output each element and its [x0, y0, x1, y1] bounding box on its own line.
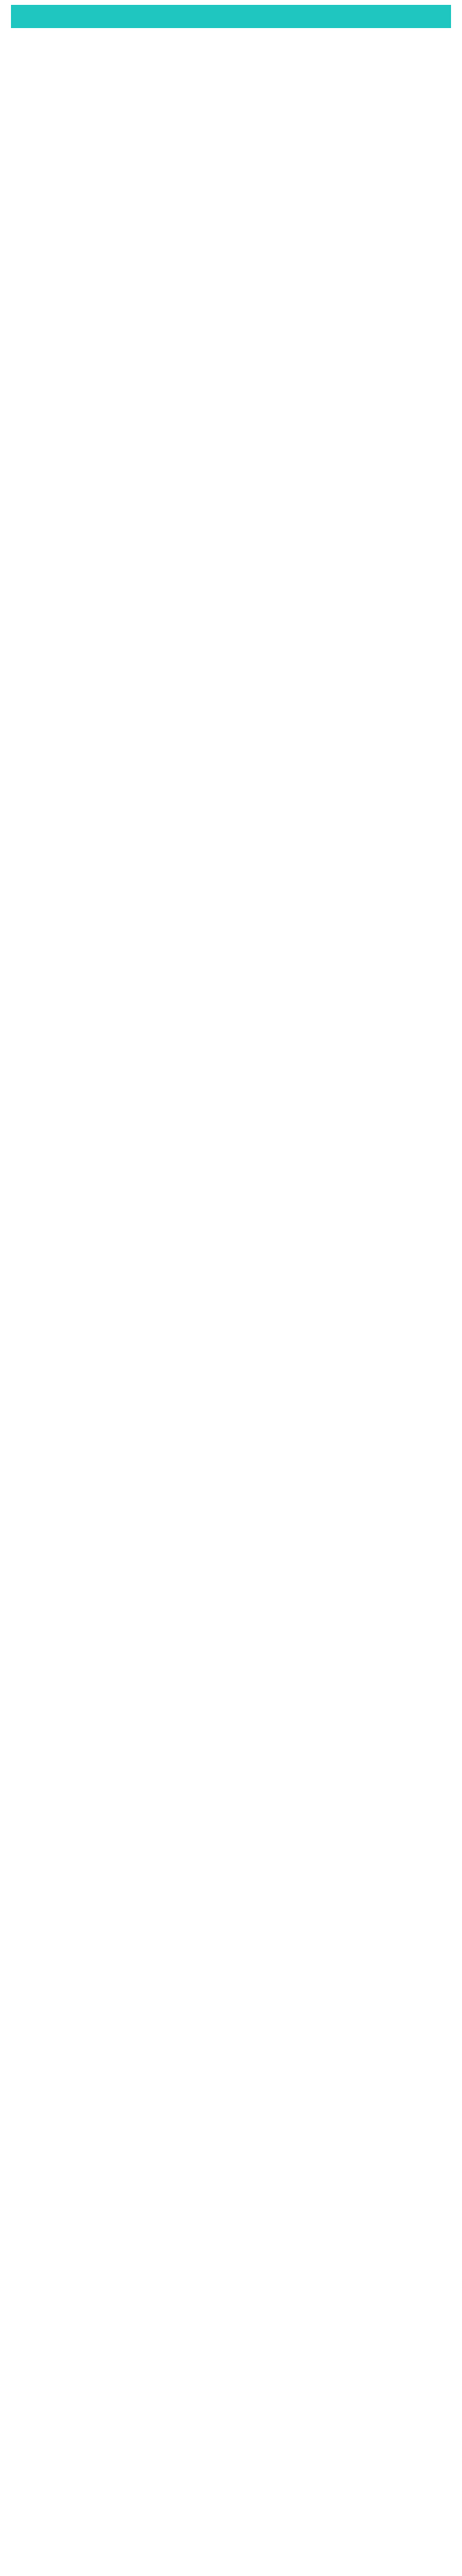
section [11, 383, 451, 406]
section [11, 290, 451, 326]
section [11, 337, 451, 372]
section [11, 166, 451, 183]
section [11, 417, 451, 434]
section [11, 35, 451, 59]
section [11, 104, 451, 127]
page-title-bar [11, 5, 451, 28]
section [11, 222, 451, 251]
section [11, 262, 451, 279]
section [11, 70, 451, 93]
content [11, 35, 451, 434]
section [11, 194, 451, 211]
section [11, 138, 451, 155]
